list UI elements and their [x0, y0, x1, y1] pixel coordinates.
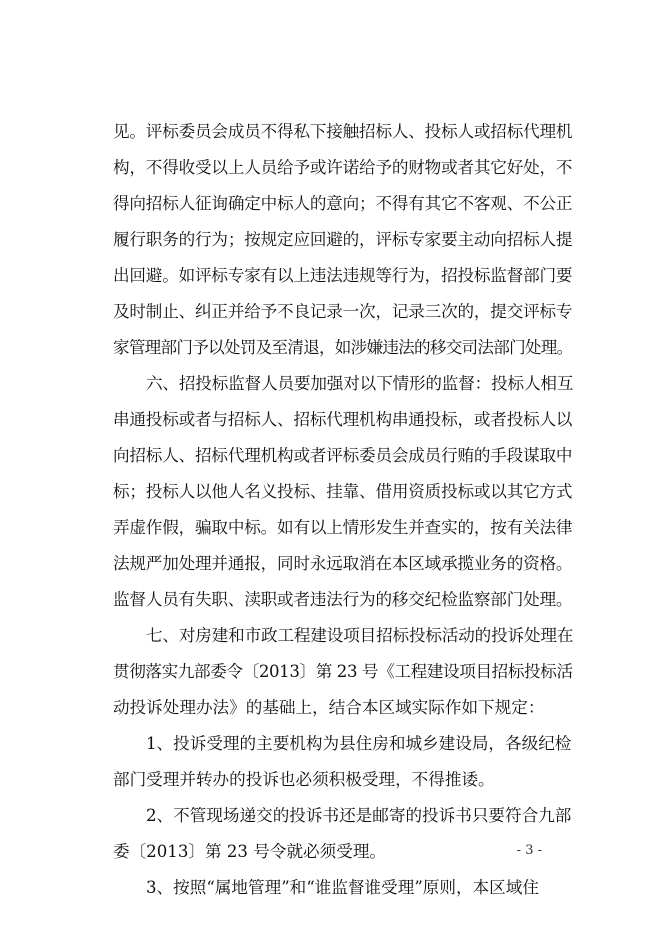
text-line: 2、不管现场递交的投诉书还是邮寄的投诉书只要符合九部	[146, 806, 572, 825]
text-line: 构，不得收受以上人员给予或许诺给予的财物或者其它好处，不	[113, 158, 573, 177]
text-line: 向招标人、招标代理机构或者评标委员会成员行贿的手段谋取中	[113, 446, 573, 465]
text-line: 弄虚作假，骗取中标。如有以上情形发生并查实的，按有关法律	[113, 518, 573, 537]
text-line: 委〔2013〕第 23 号令就必须受理。	[113, 842, 387, 861]
text-line: 家管理部门予以处罚及至清退，如涉嫌违法的移交司法部门处理。	[113, 338, 573, 357]
text-line: 出回避。如评标专家有以上违法违规等行为，招投标监督部门要	[113, 266, 573, 285]
text-line: 六、招投标监督人员要加强对以下情形的监督：投标人相互	[146, 374, 574, 393]
text-line: 3、按照“属地管理”和“谁监督谁受理”原则，本区域住	[146, 878, 539, 897]
text-line: 见。评标委员会成员不得私下接触招标人、投标人或招标代理机	[113, 122, 573, 141]
text-line: 贯彻落实九部委令〔2013〕第 23 号《工程建设项目招标投标活	[113, 662, 573, 681]
text-line: 标；投标人以他人名义投标、挂靠、借用资质投标或以其它方式	[113, 482, 573, 501]
text-line: 得向招标人征询确定中标人的意向；不得有其它不客观、不公正	[113, 194, 573, 213]
text-line: 动投诉处理办法》的基础上，结合本区域实际作如下规定：	[113, 698, 545, 717]
body-text	[113, 114, 573, 906]
text-line: 法规严加处理并通报，同时永远取消在本区域承揽业务的资格。	[113, 554, 573, 573]
text-line: 1、投诉受理的主要机构为县住房和城乡建设局，各级纪检	[146, 734, 572, 753]
text-line: 监督人员有失职、渎职或者违法行为的移交纪检监察部门处理。	[113, 590, 573, 609]
text-line: 履行职务的行为；按规定应回避的，评标专家要主动向招标人提	[113, 230, 573, 249]
text-line: 串通投标或者与招标人、招标代理机构串通投标，或者投标人以	[113, 410, 573, 429]
text-line: 七、对房建和市政工程建设项目招标投标活动的投诉处理在	[146, 626, 574, 645]
page-number: - 3 -	[516, 843, 542, 858]
text-line: 及时制止、纠正并给予不良记录一次，记录三次的，提交评标专	[113, 302, 573, 321]
text-line: 部门受理并转办的投诉也必须积极受理，不得推诿。	[113, 770, 495, 789]
